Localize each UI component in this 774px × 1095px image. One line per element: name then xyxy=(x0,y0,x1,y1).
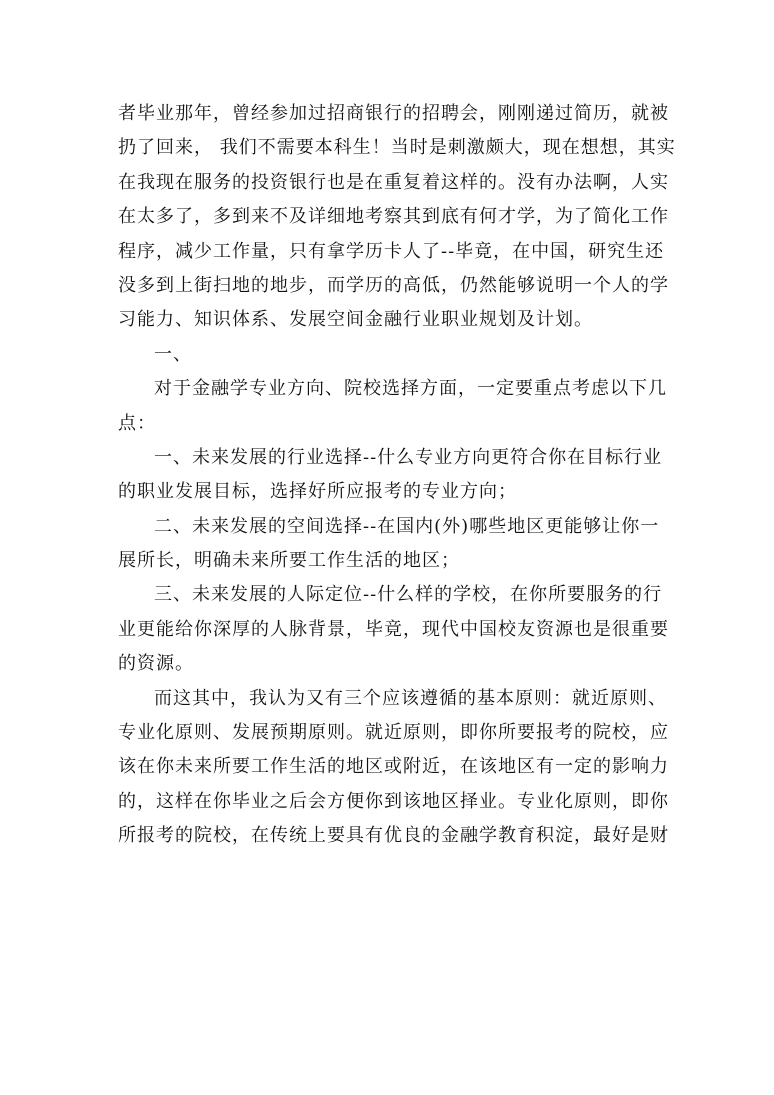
text-line: 者毕业那年，曾经参加过招商银行的招聘会，刚刚递过简历，就被 xyxy=(118,103,669,124)
text-line: 专业化原则、发展预期原则。就近原则，即你所要报考的院校，应 xyxy=(118,722,669,744)
text-line: 在我现在服务的投资银行也是在重复着这样的。没有办法啊，人实 xyxy=(118,171,669,193)
text-line: 的，这样在你毕业之后会方便你到该地区择业。专业化原则，即你 xyxy=(118,790,669,812)
text-line: 一、未来发展的行业选择--什么专业方向更符合你在目标行业 xyxy=(154,446,663,468)
text-line: 习能力、知识体系、发展空间金融行业职业规划及计划。 xyxy=(118,309,593,331)
text-line: 该在你未来所要工作生活的地区或附近，在该地区有一定的影响力 xyxy=(118,756,669,778)
document-body xyxy=(118,97,676,854)
text-line: 二、未来发展的空间选择--在国内(外)哪些地区更能够让你一 xyxy=(154,515,660,537)
text-line: 的资源。 xyxy=(118,653,194,675)
text-line: 对于金融学专业方向、院校选择方面，一定要重点考虑以下几 xyxy=(154,378,667,400)
text-line: 没多到上街扫地的地步，而学历的高低，仍然能够说明一个人的学 xyxy=(118,274,669,296)
text-line: 的职业发展目标，选择好所应报考的专业方向； xyxy=(118,481,517,503)
text-line: 扔了回来， 我们不需要本科生！当时是刺激颇大，现在想想，其实 xyxy=(118,137,676,159)
text-line: 一、 xyxy=(154,343,192,365)
text-line: 所报考的院校，在传统上要具有优良的金融学教育积淀，最好是财 xyxy=(118,825,669,847)
text-line: 业更能给你深厚的人脉背景，毕竟，现代中国校友资源也是很重要 xyxy=(118,618,669,640)
text-line: 三、未来发展的人际定位--什么样的学校，在你所要服务的行 xyxy=(154,584,663,606)
text-line: 点： xyxy=(118,412,156,434)
text-line: 程序，减少工作量，只有拿学历卡人了--毕竟，在中国，研究生还 xyxy=(118,240,665,262)
text-line: 展所长，明确未来所要工作生活的地区； xyxy=(118,550,460,572)
text-line: 而这其中，我认为又有三个应该遵循的基本原则：就近原则、 xyxy=(154,687,667,709)
text-line: 在太多了，多到来不及详细地考察其到底有何才学，为了简化工作 xyxy=(118,206,669,228)
